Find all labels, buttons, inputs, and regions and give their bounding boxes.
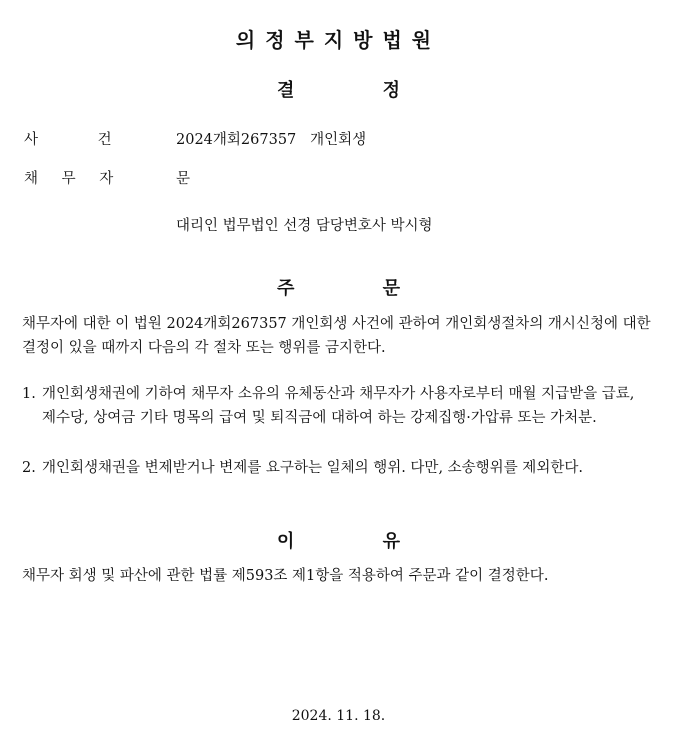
order-item-text: 개인회생채권에 기하여 채무자 소유의 유체동산과 채무자가 사용자로부터 매월 지급받을 급료, 제수당, 상여금 기타 명목의 급여 및 퇴직금에 대하여 하는 강제집행·가압류 또는 가처분. <box>42 386 635 426</box>
order-item-number: 1. <box>22 386 36 402</box>
order-text: 채무자에 대한 이 법원 2024개회267357 개인회생 사건에 관하여 개인회생절차의 개시신청에 대한 결정이 있을 때까지 다음의 각 절차 또는 행위를 금지한다. <box>22 316 651 356</box>
order-item-text: 개인회생채권을 변제받거나 변제를 요구하는 일체의 행위. 다만, 소송행위를 제외한다. <box>42 460 583 476</box>
order-heading: 주 문 <box>276 278 401 299</box>
case-type: 개인회생 <box>310 132 367 148</box>
case-number: 2024개회267357 <box>176 132 297 148</box>
debtor-representative: 대리인 법무법인 선경 담당변호사 박시형 <box>176 218 433 234</box>
debtor-label: 채 무 자 <box>24 171 114 187</box>
decision-date: 2024. 11. 18. <box>291 708 386 724</box>
reason-heading: 이 유 <box>276 531 401 552</box>
order-item <box>22 456 662 480</box>
court-name: 의정부지방법원 <box>235 28 442 52</box>
case-label: 사 건 <box>24 132 112 148</box>
debtor-name: 문 <box>176 171 191 187</box>
order-item <box>22 382 662 430</box>
case-info <box>176 128 366 149</box>
order-item-number: 2. <box>22 460 36 476</box>
reason-text: 채무자 회생 및 파산에 관한 법률 제593조 제1항을 적용하여 주문과 같이 결정한다. <box>22 568 549 584</box>
document-type-heading: 결 정 <box>276 80 401 101</box>
